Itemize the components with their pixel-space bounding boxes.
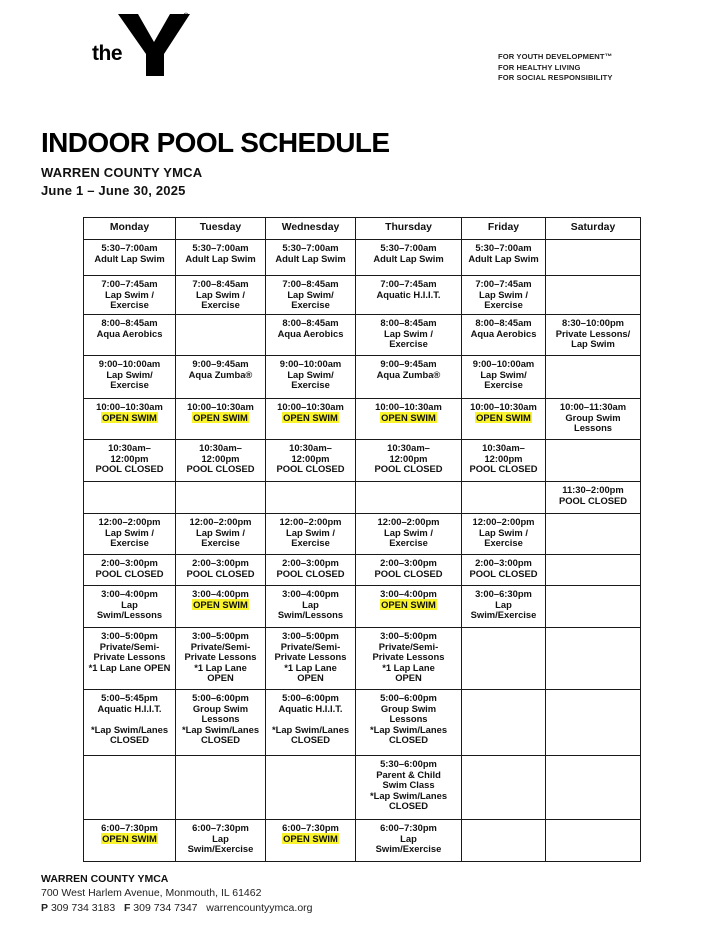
schedule-cell-text: 7:00–8:45am xyxy=(282,278,339,289)
schedule-cell xyxy=(266,820,356,862)
day-header: Friday xyxy=(462,218,546,240)
schedule-cell-text: Group Swim xyxy=(192,702,249,714)
open-swim-highlight: OPEN SWIM xyxy=(476,411,531,423)
schedule-cell-text: Private Lessons xyxy=(93,651,166,663)
schedule-cell xyxy=(462,482,546,514)
schedule-cell xyxy=(356,276,462,315)
schedule-cell-text: 9:00–10:00am xyxy=(472,358,535,369)
schedule-cell-text: 12:00pm xyxy=(389,452,428,464)
schedule-cell-text: 5:30–7:00am xyxy=(101,242,158,253)
schedule-cell-text: Exercise xyxy=(389,537,428,549)
schedule-cell-text: POOL CLOSED xyxy=(469,463,538,475)
schedule-cell-text: 12:00–2:00pm xyxy=(377,516,440,527)
schedule-cell-text: Parent & Child xyxy=(376,768,441,780)
schedule-cell xyxy=(176,555,266,586)
schedule-cell xyxy=(176,628,266,690)
schedule-cell-text: Lap Swim xyxy=(571,338,615,350)
schedule-cell-text: CLOSED xyxy=(388,734,429,746)
schedule-cell-text: 5:30–6:00pm xyxy=(380,758,437,769)
schedule-cell xyxy=(176,690,266,756)
schedule-cell-text: 9:00–10:00am xyxy=(98,358,161,369)
schedule-cell xyxy=(356,482,462,514)
schedule-cell xyxy=(176,440,266,482)
open-swim-highlight: OPEN SWIM xyxy=(381,411,436,423)
schedule-cell xyxy=(266,440,356,482)
schedule-cell xyxy=(356,628,462,690)
schedule-cell-text: Swim/Exercise xyxy=(470,609,537,621)
open-swim-highlight: OPEN SWIM xyxy=(102,411,157,423)
schedule-cell-text: 5:30–7:00am xyxy=(192,242,249,253)
footer-address: 700 West Harlem Avenue, Monmouth, IL 61462 xyxy=(41,887,262,899)
schedule-cell-text: 7:00–7:45am xyxy=(101,278,158,289)
schedule-cell xyxy=(462,756,546,820)
schedule-cell xyxy=(462,820,546,862)
schedule-cell-text: POOL CLOSED xyxy=(374,567,443,579)
open-swim-highlight: OPEN SWIM xyxy=(193,411,248,423)
schedule-cell-text: *Lap Swim/Lanes xyxy=(181,723,260,735)
schedule-cell-text: Aqua Zumba® xyxy=(376,368,441,380)
page-title: INDOOR POOL SCHEDULE xyxy=(41,127,390,158)
schedule-cell xyxy=(462,356,546,399)
schedule-cell xyxy=(84,356,176,399)
schedule-cell xyxy=(462,690,546,756)
schedule-cell-text: Lap Swim/ xyxy=(480,368,527,380)
schedule-cell-text: 5:30–7:00am xyxy=(282,242,339,253)
schedule-cell-text: 9:00–9:45am xyxy=(192,358,249,369)
schedule-cell xyxy=(546,276,641,315)
schedule-cell-text: POOL CLOSED xyxy=(95,463,164,475)
tagline-line: FOR YOUTH DEVELOPMENT™ xyxy=(498,52,613,61)
schedule-cell xyxy=(546,555,641,586)
schedule-cell-text: Lap Swim/ xyxy=(287,288,334,300)
tagline-line: FOR HEALTHY LIVING xyxy=(498,62,581,72)
schedule-cell xyxy=(546,240,641,276)
tagline-line: FOR SOCIAL RESPONSIBILITY xyxy=(498,73,613,83)
schedule-cell-text: 10:00–10:30am xyxy=(96,401,163,412)
schedule-cell xyxy=(356,690,462,756)
schedule-row xyxy=(84,690,641,756)
schedule-cell-text: Adult Lap Swim xyxy=(94,252,165,264)
schedule-cell xyxy=(546,756,641,820)
schedule-cell-text: Private/Semi- xyxy=(378,640,439,652)
schedule-cell-text: 10:30am– xyxy=(387,442,430,453)
schedule-cell-text: 10:00–11:30am xyxy=(559,401,627,412)
schedule-cell-text: Lap Swim/ xyxy=(106,368,153,380)
schedule-cell-text: Swim/Lessons xyxy=(277,609,344,621)
schedule-cell xyxy=(546,628,641,690)
day-header: Saturday xyxy=(546,218,641,240)
schedule-row xyxy=(84,440,641,482)
open-swim-highlight: OPEN SWIM xyxy=(193,598,248,610)
schedule-cell-text: 10:30am– xyxy=(108,442,151,453)
schedule-cell-text: 3:00–4:00pm xyxy=(282,588,339,599)
schedule-row xyxy=(84,514,641,555)
schedule-cell-text: *Lap Swim/Lanes xyxy=(90,723,169,735)
schedule-row xyxy=(84,756,641,820)
schedule-cell xyxy=(84,315,176,356)
schedule-cell xyxy=(84,482,176,514)
schedule-cell xyxy=(356,440,462,482)
schedule-cell xyxy=(266,482,356,514)
schedule-cell-text: 8:00–8:45am xyxy=(282,317,339,328)
schedule-cell-text: POOL CLOSED xyxy=(95,567,164,579)
schedule-cell-text: Private/Semi- xyxy=(280,640,341,652)
schedule-cell-text: 2:00–3:00pm xyxy=(101,557,158,568)
schedule-cell-text: POOL CLOSED xyxy=(276,567,345,579)
fax-label: F xyxy=(123,902,131,914)
schedule-cell-text: 3:00–5:00pm xyxy=(192,630,249,641)
schedule-cell-text: Group Swim xyxy=(565,411,621,423)
schedule-body xyxy=(84,240,641,862)
schedule-row xyxy=(84,482,641,514)
footer-contact xyxy=(41,902,313,914)
schedule-cell-text: 10:30am– xyxy=(199,442,242,453)
schedule-cell-text: Lap xyxy=(400,832,417,844)
schedule-cell xyxy=(84,820,176,862)
schedule-cell-text: Exercise xyxy=(110,537,149,549)
schedule-cell-text: *1 Lap Lane xyxy=(284,661,337,673)
schedule-cell xyxy=(546,514,641,555)
schedule-cell-text: 12:00pm xyxy=(484,452,523,464)
schedule-cell xyxy=(546,690,641,756)
schedule-cell-text: Exercise xyxy=(110,379,149,391)
schedule-cell-text: 12:00pm xyxy=(291,452,330,464)
schedule-cell xyxy=(266,586,356,628)
open-swim-highlight: OPEN SWIM xyxy=(283,832,338,844)
schedule-cell xyxy=(266,690,356,756)
schedule-row xyxy=(84,315,641,356)
schedule-row xyxy=(84,820,641,862)
schedule-cell-text: 5:30–7:00am xyxy=(380,242,437,253)
schedule-cell-text: Lap Swim / xyxy=(105,288,154,300)
schedule-cell-text: 3:00–4:00pm xyxy=(380,588,437,599)
schedule-cell xyxy=(356,820,462,862)
schedule-cell-text: Swim Class xyxy=(382,779,435,791)
ymca-y-logo-icon xyxy=(118,12,190,78)
schedule-cell xyxy=(266,315,356,356)
schedule-cell-text: POOL CLOSED xyxy=(186,567,255,579)
schedule-cell-text: 10:00–10:30am xyxy=(187,401,254,412)
schedule-header-row xyxy=(84,218,641,240)
schedule-cell-text: Exercise xyxy=(389,338,428,350)
schedule-cell xyxy=(462,555,546,586)
schedule-row xyxy=(84,356,641,399)
schedule-cell-text: Exercise xyxy=(484,379,523,391)
date-range: June 1 – June 30, 2025 xyxy=(41,183,186,198)
schedule-cell-text: 10:00–10:30am xyxy=(375,401,442,412)
schedule-cell-text: 2:00–3:00pm xyxy=(380,557,437,568)
schedule-cell-text: POOL CLOSED xyxy=(186,463,255,475)
schedule-cell-text: Lap Swim / xyxy=(384,327,433,339)
schedule-cell-text: 12:00–2:00pm xyxy=(279,516,342,527)
schedule-cell-text: 10:00–10:30am xyxy=(470,401,537,412)
schedule-cell xyxy=(266,756,356,820)
schedule-cell xyxy=(356,315,462,356)
schedule-cell-text: 5:00–6:00pm xyxy=(192,692,249,703)
schedule-cell-text: Lessons xyxy=(389,713,428,725)
schedule-cell-text: 5:00–6:00pm xyxy=(282,692,339,703)
schedule-cell-text: Group Swim xyxy=(380,702,437,714)
schedule-cell-text: 6:00–7:30pm xyxy=(192,822,249,833)
schedule-cell xyxy=(84,555,176,586)
day-header: Wednesday xyxy=(266,218,356,240)
schedule-cell-text: Private Lessons xyxy=(184,651,257,663)
schedule-cell xyxy=(462,514,546,555)
schedule-cell-text: Adult Lap Swim xyxy=(373,252,444,264)
schedule-cell-text: 12:00–2:00pm xyxy=(472,516,535,527)
schedule-cell-text: OPEN xyxy=(207,672,234,684)
logo-ymca-text: YMCA xyxy=(171,49,177,64)
schedule-cell xyxy=(84,756,176,820)
ymca-logo xyxy=(92,12,192,82)
schedule-cell-text: 3:00–5:00pm xyxy=(101,630,158,641)
schedule-cell-text: 3:00–5:00pm xyxy=(282,630,339,641)
schedule-cell xyxy=(176,586,266,628)
schedule-cell xyxy=(266,514,356,555)
schedule-cell-text: Exercise xyxy=(110,299,149,311)
schedule-cell xyxy=(462,276,546,315)
schedule-cell-text: 12:00–2:00pm xyxy=(189,516,252,527)
schedule-cell-text: 10:30am– xyxy=(482,442,525,453)
schedule-cell xyxy=(176,240,266,276)
schedule-cell-text: 9:00–10:00am xyxy=(279,358,342,369)
day-header: Tuesday xyxy=(176,218,266,240)
schedule-cell-text: Swim/Exercise xyxy=(375,843,442,855)
schedule-cell xyxy=(462,628,546,690)
schedule-cell-text: OPEN xyxy=(297,672,324,684)
schedule-cell-text: POOL CLOSED xyxy=(276,463,345,475)
schedule-cell-text: 6:00–7:30pm xyxy=(380,822,437,833)
schedule-row xyxy=(84,276,641,315)
open-swim-highlight: OPEN SWIM xyxy=(283,411,338,423)
schedule-row xyxy=(84,240,641,276)
schedule-cell-text: Lap Swim / xyxy=(479,526,528,538)
schedule-cell-text: Aquatic H.I.I.T. xyxy=(278,702,343,714)
schedule-cell xyxy=(266,399,356,440)
schedule-row xyxy=(84,555,641,586)
schedule-cell xyxy=(356,399,462,440)
schedule-row xyxy=(84,399,641,440)
schedule-cell-text: *Lap Swim/Lanes xyxy=(369,723,448,735)
schedule-cell xyxy=(356,240,462,276)
schedule-row xyxy=(84,628,641,690)
schedule-cell-text: Lap Swim / xyxy=(479,288,528,300)
schedule-cell-text: Exercise xyxy=(484,537,523,549)
schedule-cell-text: *Lap Swim/Lanes xyxy=(369,789,448,801)
schedule-cell-text: Lap xyxy=(121,598,138,610)
day-header: Thursday xyxy=(356,218,462,240)
schedule-cell-text: Swim/Lessons xyxy=(96,609,163,621)
schedule-cell-text: Private/Semi- xyxy=(99,640,160,652)
schedule-cell xyxy=(176,820,266,862)
schedule-cell-text: Lap Swim / xyxy=(286,526,335,538)
schedule-cell-text: 10:00–10:30am xyxy=(277,401,344,412)
schedule-cell xyxy=(462,440,546,482)
schedule-cell-text: OPEN xyxy=(395,672,422,684)
schedule-cell xyxy=(462,586,546,628)
schedule-cell-text: Lessons xyxy=(201,713,240,725)
schedule-cell-text: Adult Lap Swim xyxy=(275,252,346,264)
schedule-cell xyxy=(176,399,266,440)
schedule-cell xyxy=(84,690,176,756)
schedule-cell-text: Aquatic H.I.I.T. xyxy=(97,702,162,714)
pool-schedule-table xyxy=(83,217,641,862)
schedule-cell-text: 6:00–7:30pm xyxy=(282,822,339,833)
schedule-cell xyxy=(546,820,641,862)
schedule-cell-text: 2:00–3:00pm xyxy=(475,557,532,568)
schedule-cell-text: 10:30am– xyxy=(289,442,332,453)
schedule-cell xyxy=(266,240,356,276)
schedule-cell xyxy=(462,240,546,276)
schedule-cell-text: Exercise xyxy=(291,379,330,391)
schedule-cell-text: Exercise xyxy=(201,537,240,549)
schedule-cell xyxy=(84,514,176,555)
schedule-cell-text: POOL CLOSED xyxy=(558,494,628,506)
schedule-cell-text: 7:00–8:45am xyxy=(192,278,249,289)
tagline xyxy=(498,52,613,84)
schedule-cell-text: Adult Lap Swim xyxy=(185,252,256,264)
schedule-cell-text: 3:00–5:00pm xyxy=(380,630,437,641)
schedule-cell-text: Aqua Aerobics xyxy=(277,327,344,339)
schedule-cell-text: *1 Lap Lane xyxy=(194,661,247,673)
schedule-cell xyxy=(84,586,176,628)
schedule-cell xyxy=(176,514,266,555)
schedule-cell-text: Lap Swim / xyxy=(196,526,245,538)
schedule-cell-text: 7:00–7:45am xyxy=(475,278,532,289)
schedule-cell xyxy=(462,315,546,356)
schedule-cell-text: Exercise xyxy=(201,299,240,311)
schedule-cell-text: CLOSED xyxy=(388,800,429,812)
schedule-cell-text: 5:00–6:00pm xyxy=(380,692,437,703)
open-swim-highlight: OPEN SWIM xyxy=(102,832,157,844)
schedule-cell-text: 12:00pm xyxy=(110,452,149,464)
schedule-cell-text: 8:30–10:00pm xyxy=(561,317,625,328)
schedule-cell xyxy=(84,276,176,315)
schedule-cell-text: Private Lessons/ xyxy=(555,327,631,339)
schedule-cell-text: Lap xyxy=(212,832,229,844)
schedule-cell-text: 8:00–8:45am xyxy=(101,317,158,328)
phone-label: P xyxy=(41,902,49,914)
fax-number: 309 734 7347 xyxy=(133,902,198,914)
schedule-cell-text: Swim/Exercise xyxy=(187,843,254,855)
schedule-cell-text: 11:30–2:00pm xyxy=(562,484,624,495)
schedule-cell xyxy=(356,586,462,628)
schedule-cell-text: Aqua Zumba® xyxy=(188,368,253,380)
schedule-cell xyxy=(356,555,462,586)
schedule-cell xyxy=(462,399,546,440)
schedule-cell-text: Lap Swim / xyxy=(384,526,433,538)
schedule-cell-text: POOL CLOSED xyxy=(374,463,443,475)
schedule-cell-text: Aqua Aerobics xyxy=(470,327,537,339)
schedule-cell-text: 7:00–7:45am xyxy=(380,278,437,289)
schedule-cell-text: 12:00–2:00pm xyxy=(98,516,161,527)
schedule-cell xyxy=(546,440,641,482)
schedule-cell-text: *1 Lap Lane OPEN xyxy=(88,661,171,673)
schedule-cell xyxy=(356,756,462,820)
schedule-row xyxy=(84,586,641,628)
schedule-cell-text: 5:00–5:45pm xyxy=(101,692,158,703)
schedule-cell xyxy=(84,399,176,440)
schedule-cell-text: POOL CLOSED xyxy=(469,567,538,579)
schedule-cell xyxy=(546,482,641,514)
schedule-cell xyxy=(266,628,356,690)
schedule-cell-text: Lap xyxy=(495,598,512,610)
schedule-cell-text: Aqua Aerobics xyxy=(96,327,163,339)
schedule-cell-text: 8:00–8:45am xyxy=(380,317,437,328)
open-swim-highlight: OPEN SWIM xyxy=(381,598,436,610)
schedule-cell xyxy=(84,240,176,276)
schedule-cell xyxy=(84,440,176,482)
schedule-cell xyxy=(176,276,266,315)
schedule-cell-text: 5:30–7:00am xyxy=(475,242,532,253)
schedule-cell-text: Lap Swim / xyxy=(105,526,154,538)
footer-org-name: WARREN COUNTY YMCA xyxy=(41,873,169,885)
schedule-cell xyxy=(176,315,266,356)
schedule-cell-text: Exercise xyxy=(291,537,330,549)
schedule-cell-text: Exercise xyxy=(484,299,523,311)
schedule-cell xyxy=(266,555,356,586)
schedule-cell-text: 3:00–4:00pm xyxy=(101,588,158,599)
schedule-cell-text: Private/Semi- xyxy=(190,640,251,652)
schedule-cell-text: 12:00pm xyxy=(201,452,240,464)
page-subtitle: WARREN COUNTY YMCA xyxy=(41,165,203,180)
schedule-cell xyxy=(356,514,462,555)
schedule-cell xyxy=(266,356,356,399)
schedule-cell xyxy=(546,315,641,356)
phone-number: 309 734 3183 xyxy=(50,902,116,914)
schedule-cell-text: Lap Swim / xyxy=(196,288,245,300)
schedule-cell-text: CLOSED xyxy=(290,734,331,746)
schedule-cell-text: 2:00–3:00pm xyxy=(192,557,249,568)
schedule-cell-text: Private Lessons xyxy=(274,651,347,663)
schedule-cell xyxy=(84,628,176,690)
schedule-cell-text: Adult Lap Swim xyxy=(468,252,539,264)
schedule-cell-text: Private Lessons xyxy=(372,651,445,663)
schedule-cell-text: 3:00–6:30pm xyxy=(475,588,532,599)
schedule-cell-text: 3:00–4:00pm xyxy=(192,588,249,599)
day-header: Monday xyxy=(84,218,176,240)
schedule-cell-text: Lessons xyxy=(573,422,613,434)
schedule-cell xyxy=(546,356,641,399)
schedule-cell xyxy=(176,756,266,820)
schedule-cell-text: Lap xyxy=(302,598,319,610)
schedule-cell-text: 6:00–7:30pm xyxy=(101,822,158,833)
schedule-cell xyxy=(546,586,641,628)
schedule-cell xyxy=(356,356,462,399)
schedule-cell xyxy=(266,276,356,315)
schedule-cell-text: *Lap Swim/Lanes xyxy=(271,723,350,735)
website-link[interactable]: warrencountyymca.org xyxy=(206,902,313,914)
schedule-cell-text: Lap Swim/ xyxy=(287,368,334,380)
schedule-cell-text: Exercise xyxy=(291,299,330,311)
schedule-cell-text: 2:00–3:00pm xyxy=(282,557,339,568)
logo-the-text: the xyxy=(92,42,122,65)
schedule-cell-text: CLOSED xyxy=(200,734,241,746)
schedule-cell-text: 8:00–8:45am xyxy=(475,317,532,328)
schedule-cell xyxy=(176,482,266,514)
schedule-cell-text: CLOSED xyxy=(109,734,150,746)
schedule-cell-text: 9:00–9:45am xyxy=(380,358,437,369)
schedule-cell-text: *1 Lap Lane xyxy=(382,661,435,673)
schedule-cell-text: Aquatic H.I.I.T. xyxy=(376,288,441,300)
schedule-cell xyxy=(546,399,641,440)
schedule-cell xyxy=(176,356,266,399)
